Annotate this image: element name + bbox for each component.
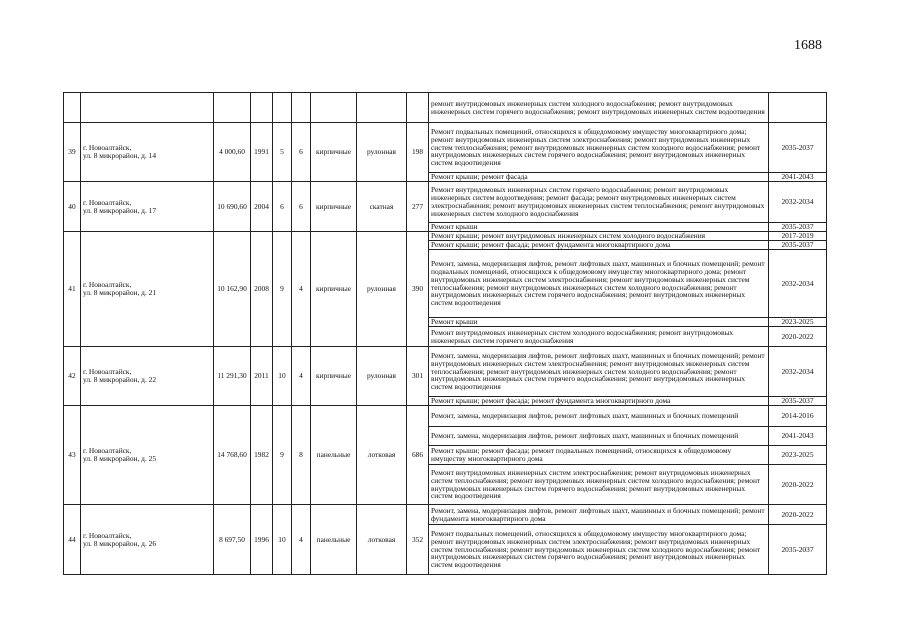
work-description: Ремонт крыши; ремонт фасада; ремонт фундамента многоквартирного дома <box>429 397 769 406</box>
entrances-cell <box>292 93 311 123</box>
address-cell <box>81 182 214 232</box>
work-description: Ремонт крыши; ремонт фасада <box>429 173 769 182</box>
address-cell <box>81 123 214 182</box>
address-street: ул. 8 микрорайон, д. 22 <box>83 375 157 384</box>
floors-cell: 6 <box>273 182 292 232</box>
floors-cell: 10 <box>273 347 292 406</box>
address-city: г. Новоалтайск, <box>83 197 132 207</box>
roof-cell: лотковая <box>357 505 407 575</box>
year-cell: 1982 <box>251 406 273 505</box>
address-cell <box>81 93 214 123</box>
address-street: ул. 8 микрорайон, д. 26 <box>83 538 157 548</box>
walls-cell: кирпичные <box>311 347 357 406</box>
work-description: Ремонт внутридомовых инженерных систем горячего водоснабжения; ремонт внутридомовых инженерных систем водоотведения; ремонт фасада; ремонт внутридомовых инженерных систем электроснабжения; ремонт внутридомовых инженерных систем теплоснабжения; ремонт внутридомовых инженерных систем холодного водоснабжения <box>429 182 769 223</box>
work-period: 2023-2025 <box>769 446 827 465</box>
address-street: ул. 8 микрорайон, д. 14 <box>83 151 157 160</box>
walls-cell: кирпичные <box>311 182 357 232</box>
area-cell: 10 162,90 <box>214 232 251 347</box>
address-city: г. Новоалтайск, <box>83 446 132 456</box>
floors-cell: 9 <box>273 232 292 347</box>
row-number: 43 <box>64 406 81 505</box>
walls-cell <box>311 93 357 123</box>
work-period: 2041-2043 <box>769 427 827 446</box>
capital-repair-table <box>63 92 827 575</box>
work-period: 2017-2019 <box>769 232 827 241</box>
row-number: 42 <box>64 347 81 406</box>
entrances-cell: 6 <box>292 182 311 232</box>
roof-cell <box>357 93 407 123</box>
row-number: 40 <box>64 182 81 232</box>
apartments-cell: 301 <box>407 347 429 406</box>
work-period: 2032-2034 <box>769 182 827 223</box>
work-period: 2041-2043 <box>769 173 827 182</box>
walls-cell: кирпичные <box>311 232 357 347</box>
area-cell: 8 697,50 <box>214 505 251 575</box>
entrances-cell: 4 <box>292 505 311 575</box>
row-number: 41 <box>64 232 81 347</box>
apartments-cell: 390 <box>407 232 429 347</box>
address-cell <box>81 232 214 347</box>
address-cell <box>81 505 214 575</box>
work-period: 2020-2022 <box>769 465 827 505</box>
apartments-cell <box>407 93 429 123</box>
row-number: 44 <box>64 505 81 575</box>
floors-cell <box>273 93 292 123</box>
page-number: 1688 <box>794 38 822 53</box>
work-description: Ремонт, замена, модернизация лифтов, ремонт лифтовых шахт, машинных и блочных помещений <box>429 406 769 427</box>
work-period <box>769 93 827 123</box>
address-street: ул. 8 микрорайон, д. 21 <box>83 288 157 297</box>
work-description: Ремонт, замена, модернизация лифтов, ремонт лифтовых шахт, машинных и блочных помещений <box>429 427 769 446</box>
table-row <box>64 505 827 525</box>
roof-cell: рулонная <box>357 232 407 347</box>
floors-cell: 9 <box>273 406 292 505</box>
work-period: 2035-2037 <box>769 397 827 406</box>
floors-cell: 5 <box>273 123 292 182</box>
work-description: Ремонт крыши <box>429 318 769 327</box>
roof-cell: рулонная <box>357 347 407 406</box>
table-row <box>64 406 827 427</box>
walls-cell: кирпичные <box>311 123 357 182</box>
apartments-cell: 277 <box>407 182 429 232</box>
area-cell: 14 768,60 <box>214 406 251 505</box>
work-period: 2032-2034 <box>769 250 827 318</box>
work-description: Ремонт крыши; ремонт фасада; ремонт подвальных помещений, относящихся к общедомовому имуществу многоквартирного дома <box>429 446 769 465</box>
work-description: Ремонт подвальных помещений, относящихся к общедомовому имуществу многоквартирного дома; ремонт внутридомовых инженерных систем электроснабжения; ремонт внутридомовых инженерных систем теплоснабжения; ремонт внутридомовых инженерных систем холодного водоснабжения; ремонт внутридомовых инженерных систем горячего водоснабжения; ремонт внутридомовых инженерных систем водоотведения <box>429 525 769 575</box>
address-city: г. Новоалтайск, <box>83 530 132 540</box>
table-row <box>64 347 827 397</box>
address-cell <box>81 347 214 406</box>
work-description: Ремонт крыши <box>429 223 769 232</box>
row-number <box>64 93 81 123</box>
address-cell <box>81 406 214 505</box>
apartments-cell: 686 <box>407 406 429 505</box>
year-cell: 1991 <box>251 123 273 182</box>
entrances-cell: 4 <box>292 347 311 406</box>
row-number: 39 <box>64 123 81 182</box>
work-period: 2035-2037 <box>769 123 827 173</box>
table-row <box>64 182 827 223</box>
work-period: 2035-2037 <box>769 223 827 232</box>
walls-cell: панельные <box>311 406 357 505</box>
year-cell: 1996 <box>251 505 273 575</box>
year-cell: 2011 <box>251 347 273 406</box>
address-street: ул. 8 микрорайон, д. 17 <box>83 205 157 215</box>
area-cell: 4 000,60 <box>214 123 251 182</box>
year-cell <box>251 93 273 123</box>
work-period: 2023-2025 <box>769 318 827 327</box>
work-description: Ремонт внутридомовых инженерных систем электроснабжения; ремонт внутридомовых инженерных систем теплоснабжения; ремонт внутридомовых инженерных систем холодного водоснабжения; ремонт внутридомовых инженерных систем горячего водоснабжения; ремонт внутридомовых инженерных систем водоотведения <box>429 465 769 505</box>
table-row <box>64 93 827 123</box>
entrances-cell: 4 <box>292 232 311 347</box>
work-period: 2032-2034 <box>769 347 827 397</box>
work-period: 2035-2037 <box>769 241 827 250</box>
roof-cell: лотковая <box>357 406 407 505</box>
year-cell: 2008 <box>251 232 273 347</box>
address-city: г. Новоалтайск, <box>83 280 132 290</box>
work-description: Ремонт, замена, модернизация лифтов, ремонт лифтовых шахт, машинных и блочных помещений; ремонт внутридомовых инженерных систем электроснабжения; ремонт внутридомовых инженерных систем теплоснабжения; ремонт внутридомовых инженерных систем холодного водоснабжения; ремонт внутридомовых инженерных систем горячего водоснабжения; ремонт внутридомовых инженерных систем водоотведения <box>429 347 769 397</box>
work-description: ремонт внутридомовых инженерных систем холодного водоснабжения; ремонт внутридомовых инженерных систем горячего водоснабжения; ремонт внутридомовых инженерных систем водоотведения <box>429 93 769 123</box>
work-description: Ремонт, замена, модернизация лифтов, ремонт лифтовых шахт, машинных и блочных помещений; ремонт подвальных помещений, относящихся к общедомовому имуществу многоквартирного дома; ремонт внутридомовых инженерных систем электроснабжения; ремонт внутридомовых инженерных систем теплоснабжения; ремонт внутридомовых инженерных систем холодного водоснабжения; ремонт внутридомовых инженерных систем горячего водоснабжения; ремонт внутридомовых инженерных систем водоотведения <box>429 250 769 318</box>
area-cell <box>214 93 251 123</box>
entrances-cell: 8 <box>292 406 311 505</box>
floors-cell: 10 <box>273 505 292 575</box>
area-cell: 11 291,30 <box>214 347 251 406</box>
work-period: 2020-2022 <box>769 327 827 347</box>
work-period: 2014-2016 <box>769 406 827 427</box>
work-period: 2035-2037 <box>769 525 827 575</box>
work-description: Ремонт, замена, модернизация лифтов, ремонт лифтовых шахт, машинных и блочных помещений; ремонт фундамента многоквартирного дома <box>429 505 769 525</box>
work-description: Ремонт крыши; ремонт фасада; ремонт фундамента многоквартирного дома <box>429 241 769 250</box>
walls-cell: панельные <box>311 505 357 575</box>
address-city: г. Новоалтайск, <box>83 143 132 153</box>
work-period: 2020-2022 <box>769 505 827 525</box>
roof-cell: скатная <box>357 182 407 232</box>
area-cell: 10 690,60 <box>214 182 251 232</box>
work-description: Ремонт подвальных помещений, относящихся к общедомовому имуществу многоквартирного дома; ремонт внутридомовых инженерных систем электроснабжения; ремонт внутридомовых инженерных систем теплоснабжения; ремонт внутридомовых инженерных систем холодного водоснабжения; ремонт внутридомовых инженерных систем горячего водоснабжения; ремонт внутридомовых инженерных систем водоотведения <box>429 123 769 173</box>
address-street: ул. 8 микрорайон, д. 25 <box>83 454 157 463</box>
table-row <box>64 123 827 173</box>
year-cell: 2004 <box>251 182 273 232</box>
roof-cell: рулонная <box>357 123 407 182</box>
table-row <box>64 232 827 241</box>
apartments-cell: 352 <box>407 505 429 575</box>
work-description: Ремонт внутридомовых инженерных систем холодного водоснабжения; ремонт внутридомовых инженерных систем горячего водоснабжения <box>429 327 769 347</box>
entrances-cell: 6 <box>292 123 311 182</box>
address-city: г. Новоалтайск, <box>83 367 132 377</box>
work-description: Ремонт крыши; ремонт внутридомовых инженерных систем холодного водоснабжения <box>429 232 769 241</box>
apartments-cell: 198 <box>407 123 429 182</box>
